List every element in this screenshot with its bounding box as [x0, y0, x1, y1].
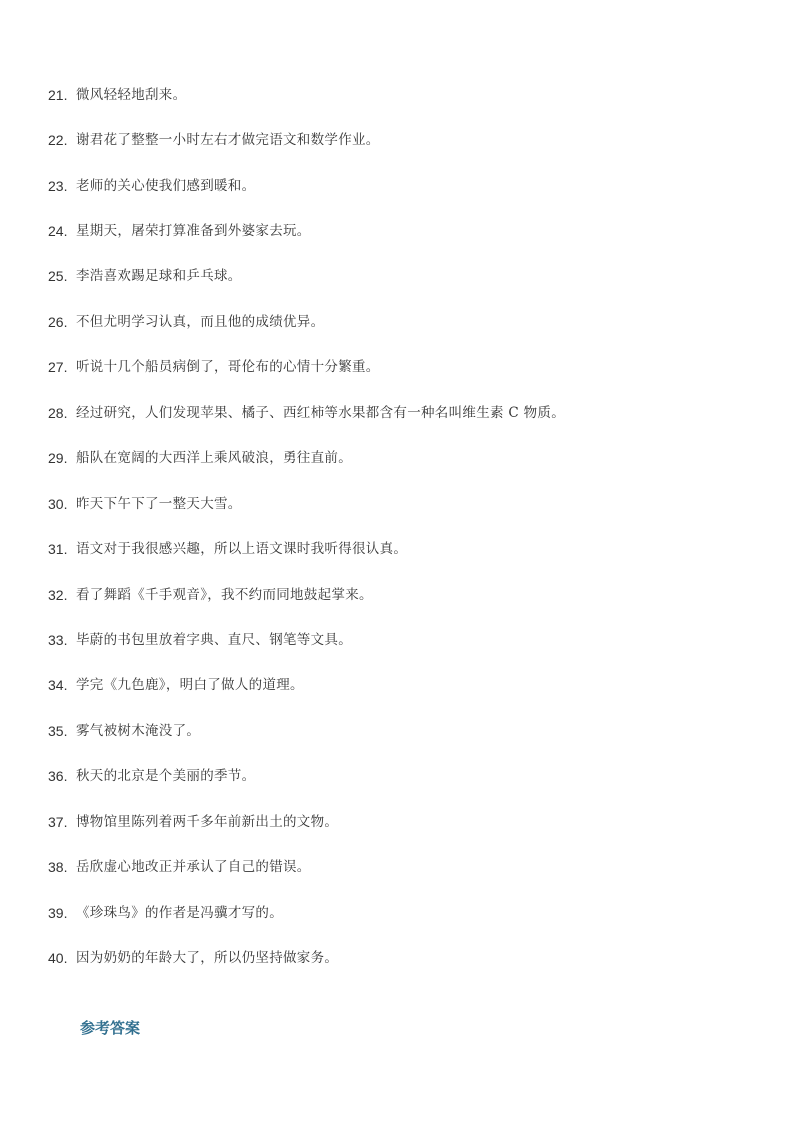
question-number: 34.	[48, 677, 68, 694]
question-text: 不但尤明学习认真，而且他的成绩优异。	[76, 313, 325, 330]
question-number: 22.	[48, 132, 68, 149]
question-number: 29.	[48, 450, 68, 467]
question-text: 岳欣虚心地改正并承认了自己的错误。	[76, 859, 311, 876]
question-text: 李浩喜欢踢足球和乒乓球。	[76, 268, 242, 285]
question-list	[48, 72, 768, 981]
question-text: 《珍珠鸟》的作者是冯骥才写的。	[76, 904, 283, 921]
question-text: 听说十几个船员病倒了，哥伦布的心情十分繁重。	[76, 359, 380, 376]
question-text: 学完《九色鹿》，明白了做人的道理。	[76, 677, 304, 694]
question-item	[48, 708, 768, 753]
question-item	[48, 572, 768, 617]
question-item	[48, 754, 768, 799]
question-number: 21.	[48, 86, 68, 103]
question-number: 24.	[48, 223, 68, 240]
question-item	[48, 526, 768, 571]
question-text: 经过研究，人们发现苹果、橘子、西红柿等水果都含有一种名叫维生素 C 物质。	[76, 404, 566, 421]
question-text: 毕蔚的书包里放着字典、直尺、钢笔等文具。	[76, 631, 352, 648]
question-number: 27.	[48, 359, 68, 376]
question-text: 语文对于我很感兴趣，所以上语文课时我听得很认真。	[76, 541, 408, 558]
question-item	[48, 844, 768, 889]
question-text: 博物馆里陈列着两千多年前新出土的文物。	[76, 813, 339, 830]
question-item	[48, 163, 768, 208]
question-number: 26.	[48, 313, 68, 330]
question-item	[48, 345, 768, 390]
question-text: 微风轻轻地刮来。	[76, 86, 187, 103]
question-text: 雾气被树木淹没了。	[76, 722, 201, 739]
question-text: 星期天，屠荣打算准备到外婆家去玩。	[76, 223, 311, 240]
question-text: 船队在宽阔的大西洋上乘风破浪，勇往直前。	[76, 450, 352, 467]
question-text: 老师的关心使我们感到暖和。	[76, 177, 256, 194]
question-text: 谢君花了整整一小时左右才做完语文和数学作业。	[76, 132, 380, 149]
question-item	[48, 617, 768, 662]
answer-heading: 参考答案	[80, 1019, 141, 1037]
question-number: 33.	[48, 631, 68, 648]
question-number: 28.	[48, 404, 68, 421]
question-number: 39.	[48, 904, 68, 921]
question-item	[48, 208, 768, 253]
question-number: 23.	[48, 177, 68, 194]
question-item	[48, 72, 768, 117]
question-item	[48, 117, 768, 162]
question-item	[48, 890, 768, 935]
question-item	[48, 935, 768, 980]
question-number: 32.	[48, 586, 68, 603]
question-number: 35.	[48, 722, 68, 739]
question-item	[48, 254, 768, 299]
question-item	[48, 299, 768, 344]
question-text: 看了舞蹈《千手观音》，我不约而同地鼓起掌来。	[76, 586, 373, 603]
question-number: 40.	[48, 950, 68, 967]
question-number: 36.	[48, 768, 68, 785]
question-item	[48, 799, 768, 844]
question-number: 38.	[48, 859, 68, 876]
question-item	[48, 481, 768, 526]
question-text: 因为奶奶的年龄大了，所以仍坚持做家务。	[76, 950, 339, 967]
question-text: 昨天下午下了一整天大雪。	[76, 495, 242, 512]
question-number: 25.	[48, 268, 68, 285]
question-item	[48, 663, 768, 708]
question-number: 31.	[48, 541, 68, 558]
question-item	[48, 436, 768, 481]
question-item	[48, 390, 768, 435]
question-number: 37.	[48, 813, 68, 830]
question-text: 秋天的北京是个美丽的季节。	[76, 768, 256, 785]
question-number: 30.	[48, 495, 68, 512]
